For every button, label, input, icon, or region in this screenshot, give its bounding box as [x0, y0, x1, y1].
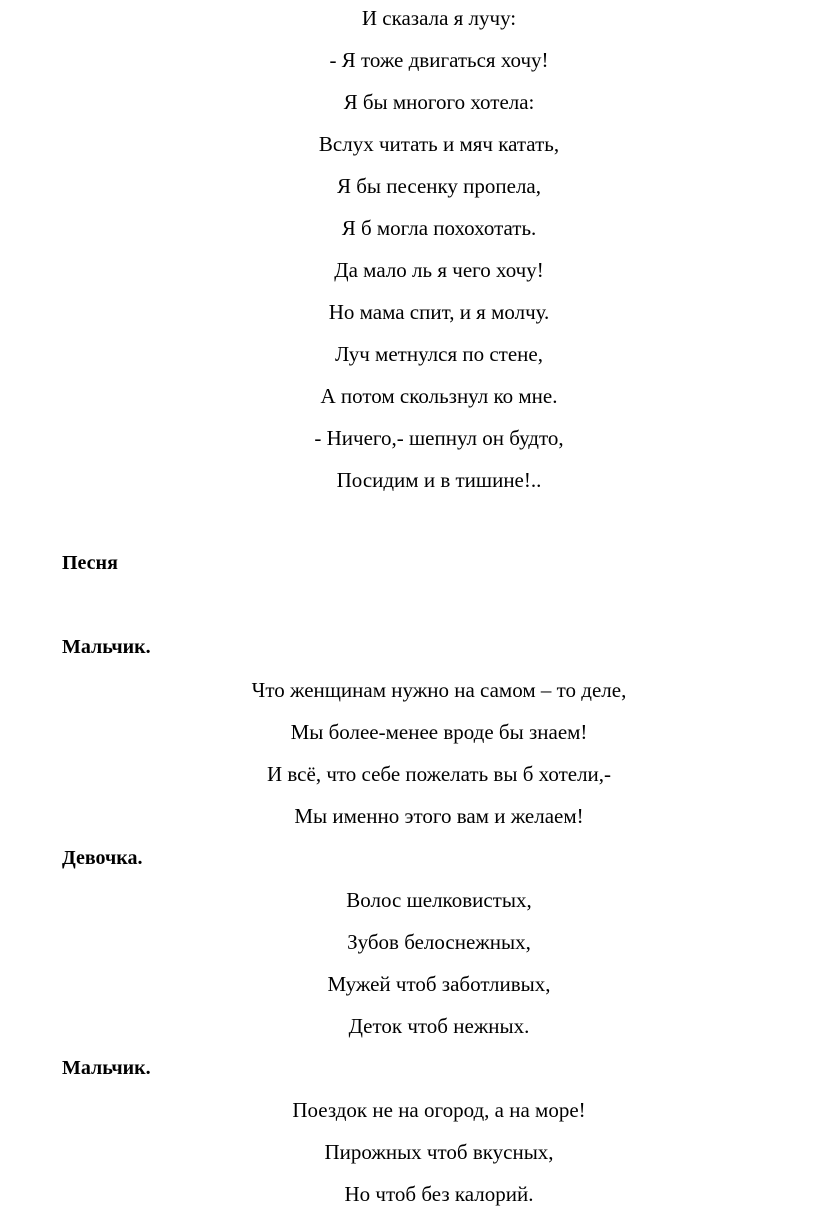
verse-line: Зубов белоснежных, [347, 930, 531, 954]
verse-line: И сказала я лучу: [361, 6, 517, 30]
verse-line: Поездок не на огород, а на море! [292, 1098, 586, 1122]
verse-line: - Ничего,- шепнул он будто, [314, 426, 564, 450]
verse-line: Мы более-менее вроде бы знаем! [290, 720, 588, 744]
verse-line: Посидим и в тишине!.. [336, 468, 542, 492]
verse-line: И всё, что себе пожелать вы б хотели,- [266, 762, 612, 786]
verse-line: Но мама спит, и я молчу. [328, 300, 550, 324]
verse-line: Луч метнулся по стене, [335, 342, 543, 366]
verse-line: Я б могла похохотать. [341, 216, 537, 240]
speaker-heading-boy: Мальчик. [62, 1057, 151, 1079]
song-heading: Песня [62, 552, 118, 574]
verse-line: Мы именно этого вам и желаем! [294, 804, 584, 828]
verse-line: Я бы песенку пропела, [336, 174, 542, 198]
verse-line: Волос шелковистых, [346, 888, 532, 912]
verse-line: Да мало ль я чего хочу! [334, 258, 544, 282]
verse-line: - Я тоже двигаться хочу! [329, 48, 549, 72]
verse-line: Пирожных чтоб вкусных, [324, 1140, 554, 1164]
verse-line: А потом скользнул ко мне. [320, 384, 558, 408]
verse-line: Но чтоб без калорий. [344, 1182, 534, 1206]
verse-line: Деток чтоб нежных. [348, 1014, 530, 1038]
speaker-heading-boy: Мальчик. [62, 636, 151, 658]
verse-line: Что женщинам нужно на самом – то деле, [251, 678, 627, 702]
verse-line: Мужей чтоб заботливых, [327, 972, 551, 996]
verse-line: Вслух читать и мяч катать, [318, 132, 560, 156]
verse-line: Я бы многого хотела: [343, 90, 535, 114]
speaker-heading-girl: Девочка. [62, 847, 143, 869]
